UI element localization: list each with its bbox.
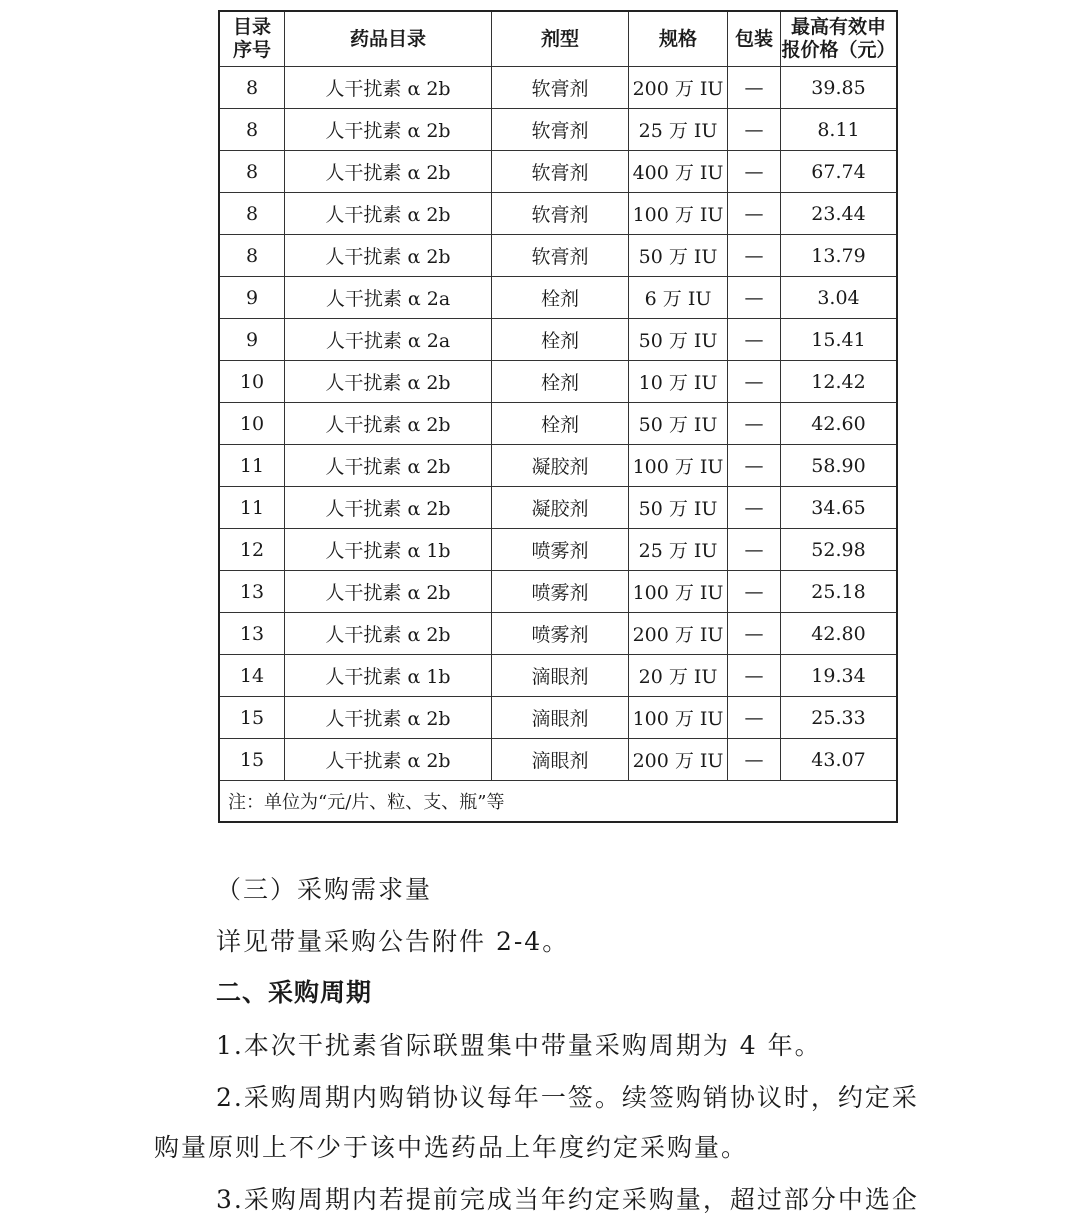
header-dosage-form: 剂型 (492, 11, 629, 67)
table-row (219, 277, 897, 319)
cell-max-price: 8.11 (781, 109, 898, 151)
table-row (219, 193, 897, 235)
cell-specification: 100 万 IU (629, 445, 728, 487)
header-packaging: 包装 (728, 11, 781, 67)
cell-catalog-no: 10 (219, 361, 285, 403)
cell-dosage-form: 凝胶剂 (492, 487, 629, 529)
cell-packaging: — (728, 655, 781, 697)
cell-catalog-no: 10 (219, 403, 285, 445)
cell-packaging: — (728, 487, 781, 529)
cell-drug-name: 人干扰素 α 2b (285, 697, 492, 739)
cell-packaging: — (728, 151, 781, 193)
cell-dosage-form: 滴眼剂 (492, 739, 629, 781)
cell-catalog-no: 15 (219, 739, 285, 781)
cell-dosage-form: 滴眼剂 (492, 655, 629, 697)
cell-max-price: 34.65 (781, 487, 898, 529)
cell-catalog-no: 9 (219, 277, 285, 319)
cell-max-price: 39.85 (781, 67, 898, 109)
cell-max-price: 3.04 (781, 277, 898, 319)
cell-dosage-form: 滴眼剂 (492, 697, 629, 739)
table-row (219, 529, 897, 571)
cell-specification: 400 万 IU (629, 151, 728, 193)
table-row (219, 319, 897, 361)
cell-drug-name: 人干扰素 α 2b (285, 739, 492, 781)
cell-specification: 20 万 IU (629, 655, 728, 697)
cell-dosage-form: 软膏剂 (492, 193, 629, 235)
header-max-price: 最高有效申 报价格（元） (781, 11, 898, 67)
cell-packaging: — (728, 445, 781, 487)
table-header-row (219, 11, 897, 67)
cell-drug-name: 人干扰素 α 2b (285, 235, 492, 277)
cell-specification: 50 万 IU (629, 403, 728, 445)
table-note-row (219, 781, 897, 823)
cell-catalog-no: 8 (219, 193, 285, 235)
table-row (219, 697, 897, 739)
cell-specification: 50 万 IU (629, 319, 728, 361)
cell-max-price: 67.74 (781, 151, 898, 193)
cell-specification: 25 万 IU (629, 529, 728, 571)
cell-catalog-no: 15 (219, 697, 285, 739)
cell-dosage-form: 喷雾剂 (492, 613, 629, 655)
cell-max-price: 42.80 (781, 613, 898, 655)
cell-dosage-form: 栓剂 (492, 361, 629, 403)
cell-packaging: — (728, 277, 781, 319)
cell-packaging: — (728, 109, 781, 151)
cell-max-price: 42.60 (781, 403, 898, 445)
cell-dosage-form: 凝胶剂 (492, 445, 629, 487)
cell-dosage-form: 软膏剂 (492, 235, 629, 277)
cell-specification: 200 万 IU (629, 67, 728, 109)
cell-catalog-no: 11 (219, 487, 285, 529)
cell-packaging: — (728, 529, 781, 571)
cell-drug-name: 人干扰素 α 1b (285, 529, 492, 571)
cell-catalog-no: 8 (219, 235, 285, 277)
table-row (219, 445, 897, 487)
table-row (219, 739, 897, 781)
cell-packaging: — (728, 403, 781, 445)
table-note: 注：单位为“元/片、粒、支、瓶”等 (219, 781, 897, 823)
cell-max-price: 19.34 (781, 655, 898, 697)
paragraph-item-3-line1: 3.采购周期内若提前完成当年约定采购量，超过部分中选企 (216, 1185, 919, 1214)
cell-packaging: — (728, 193, 781, 235)
cell-specification: 100 万 IU (629, 193, 728, 235)
cell-dosage-form: 软膏剂 (492, 109, 629, 151)
cell-drug-name: 人干扰素 α 2b (285, 613, 492, 655)
cell-catalog-no: 14 (219, 655, 285, 697)
cell-max-price: 25.33 (781, 697, 898, 739)
section3-heading: （三）采购需求量 (216, 875, 433, 904)
cell-max-price: 43.07 (781, 739, 898, 781)
cell-packaging: — (728, 67, 781, 109)
cell-packaging: — (728, 361, 781, 403)
paragraph-item-1: 1.本次干扰素省际联盟集中带量采购周期为 4 年。 (216, 1031, 822, 1060)
cell-specification: 200 万 IU (629, 613, 728, 655)
cell-dosage-form: 栓剂 (492, 277, 629, 319)
cell-drug-name: 人干扰素 α 2a (285, 277, 492, 319)
cell-specification: 50 万 IU (629, 487, 728, 529)
cell-catalog-no: 8 (219, 151, 285, 193)
cell-packaging: — (728, 571, 781, 613)
cell-specification: 6 万 IU (629, 277, 728, 319)
paragraph-item-2-line2: 购量原则上不少于该中选药品上年度约定采购量。 (154, 1133, 749, 1162)
table-row (219, 67, 897, 109)
cell-max-price: 15.41 (781, 319, 898, 361)
cell-max-price: 25.18 (781, 571, 898, 613)
cell-drug-name: 人干扰素 α 2b (285, 67, 492, 109)
header-specification: 规格 (629, 11, 728, 67)
cell-packaging: — (728, 697, 781, 739)
cell-catalog-no: 12 (219, 529, 285, 571)
cell-drug-name: 人干扰素 α 2b (285, 403, 492, 445)
cell-drug-name: 人干扰素 α 2b (285, 445, 492, 487)
cell-drug-name: 人干扰素 α 2b (285, 487, 492, 529)
cell-dosage-form: 喷雾剂 (492, 571, 629, 613)
cell-max-price: 52.98 (781, 529, 898, 571)
table-row (219, 403, 897, 445)
drug-price-table (218, 10, 898, 823)
cell-drug-name: 人干扰素 α 2b (285, 151, 492, 193)
cell-drug-name: 人干扰素 α 2b (285, 361, 492, 403)
part2-heading: 二、采购周期 (216, 978, 373, 1007)
cell-specification: 100 万 IU (629, 571, 728, 613)
table-row (219, 571, 897, 613)
cell-max-price: 13.79 (781, 235, 898, 277)
table-row (219, 361, 897, 403)
cell-specification: 100 万 IU (629, 697, 728, 739)
cell-max-price: 58.90 (781, 445, 898, 487)
cell-max-price: 23.44 (781, 193, 898, 235)
cell-dosage-form: 软膏剂 (492, 151, 629, 193)
header-drug-name: 药品目录 (285, 11, 492, 67)
table-row (219, 109, 897, 151)
cell-packaging: — (728, 613, 781, 655)
cell-specification: 25 万 IU (629, 109, 728, 151)
table-row (219, 655, 897, 697)
header-catalog-no: 目录 序号 (219, 11, 285, 67)
cell-dosage-form: 喷雾剂 (492, 529, 629, 571)
cell-catalog-no: 8 (219, 67, 285, 109)
cell-catalog-no: 9 (219, 319, 285, 361)
cell-drug-name: 人干扰素 α 1b (285, 655, 492, 697)
cell-drug-name: 人干扰素 α 2b (285, 193, 492, 235)
cell-catalog-no: 11 (219, 445, 285, 487)
cell-packaging: — (728, 739, 781, 781)
cell-drug-name: 人干扰素 α 2b (285, 571, 492, 613)
table-row (219, 235, 897, 277)
table-row (219, 487, 897, 529)
cell-dosage-form: 栓剂 (492, 403, 629, 445)
table-body (219, 67, 897, 781)
cell-specification: 50 万 IU (629, 235, 728, 277)
cell-specification: 10 万 IU (629, 361, 728, 403)
cell-catalog-no: 13 (219, 613, 285, 655)
cell-catalog-no: 8 (219, 109, 285, 151)
table-row (219, 613, 897, 655)
paragraph-item-2-line1: 2.采购周期内购销协议每年一签。续签购销协议时，约定采 (216, 1083, 919, 1112)
cell-packaging: — (728, 319, 781, 361)
table-row (219, 151, 897, 193)
cell-drug-name: 人干扰素 α 2a (285, 319, 492, 361)
cell-packaging: — (728, 235, 781, 277)
cell-max-price: 12.42 (781, 361, 898, 403)
cell-dosage-form: 栓剂 (492, 319, 629, 361)
cell-specification: 200 万 IU (629, 739, 728, 781)
cell-drug-name: 人干扰素 α 2b (285, 109, 492, 151)
section3-text: 详见带量采购公告附件 2-4。 (216, 927, 570, 956)
cell-catalog-no: 13 (219, 571, 285, 613)
cell-dosage-form: 软膏剂 (492, 67, 629, 109)
